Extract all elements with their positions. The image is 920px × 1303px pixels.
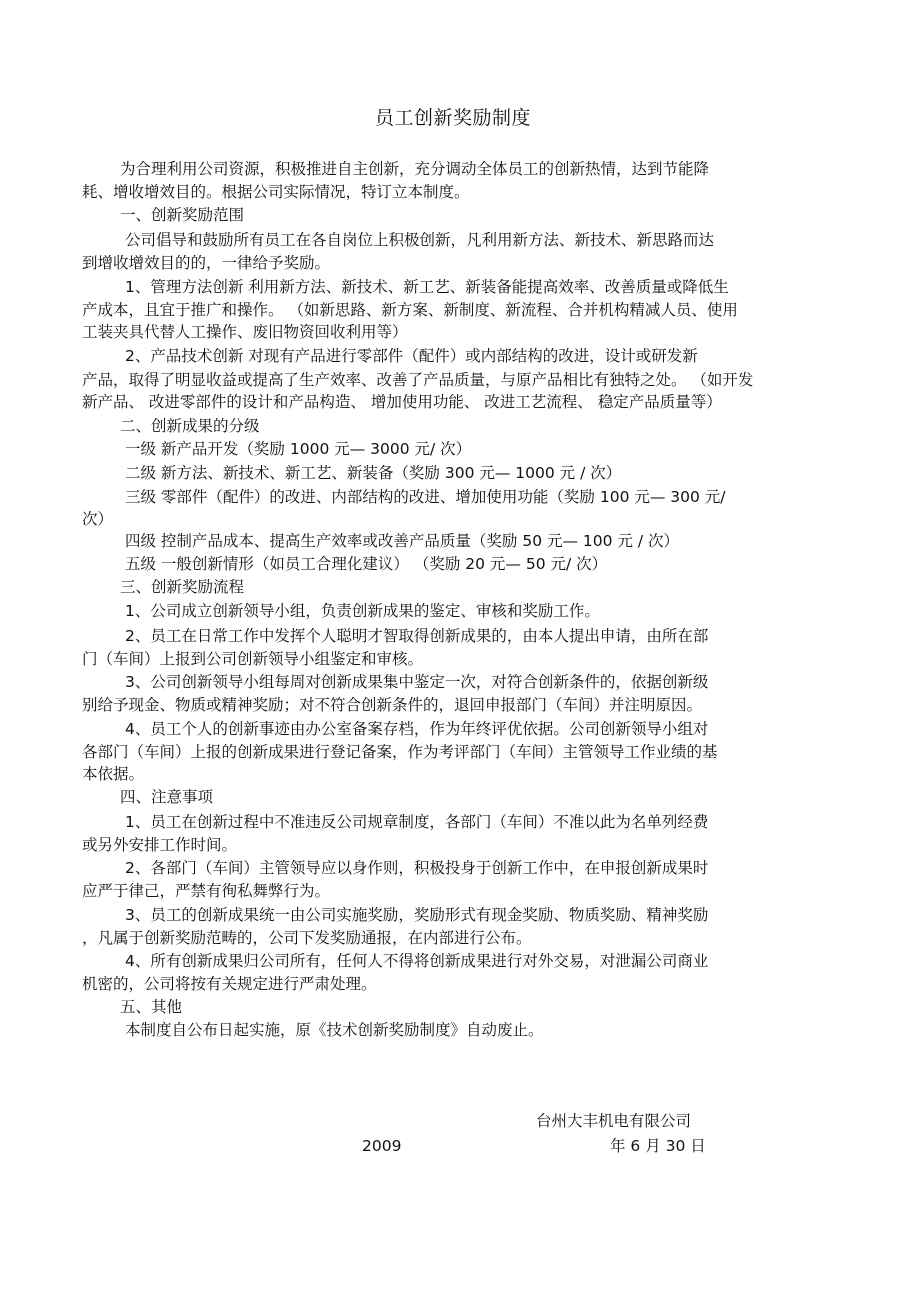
grade-line-1: 一级 新产品开发（奖励 1000 元— 3000 元/ 次） (125, 440, 472, 458)
paragraph-line: 或另外安排工作时间。 (82, 836, 238, 854)
section-heading-4: 四、注意事项 (120, 788, 214, 806)
paragraph-line: 到增收增效目的的，一律给予奖励。 (82, 254, 331, 272)
paragraph-line: 1、管理方法创新 利用新方法、新技术、新工艺、新装备能提高效率、改善质量或降低生 (125, 278, 729, 296)
paragraph-line: 3、公司创新领导小组每周对创新成果集中鉴定一次，对符合创新条件的，依据创新级 (125, 673, 709, 691)
intro-line-1: 为合理利用公司资源，积极推进自主创新，充分调动全体员工的创新热情，达到节能降 (120, 160, 710, 178)
grade-line-3: 三级 零部件（配件）的改进、内部结构的改进、增加使用功能（奖励 100 元— 300 元/ (125, 488, 726, 506)
grade-line-5: 五级 一般创新情形（如员工合理化建议） （奖励 20 元— 50 元/ 次） (125, 555, 608, 573)
paragraph-line: 门（车间）上报到公司创新领导小组鉴定和审核。 (82, 650, 424, 668)
section-heading-1: 一、创新奖励范围 (120, 206, 245, 224)
paragraph-line: 各部门（车间）上报的创新成果进行登记备案，作为考评部门（车间）主管领导工作业绩的基 (82, 743, 718, 761)
document-title: 员工创新奖励制度 (374, 107, 531, 129)
paragraph-line: 产品，取得了明显收益或提高了生产效率、改善了产品质量，与原产品相比有独特之处。 （如开发 (82, 371, 754, 389)
paragraph-line: 本依据。 (82, 765, 145, 783)
intro-line-2: 耗、增收增效目的。根据公司实际情况，特订立本制度。 (82, 183, 470, 201)
paragraph-line: 公司倡导和鼓励所有员工在各自岗位上积极创新，凡利用新方法、新技术、新思路而达 (125, 231, 715, 249)
grade-line-4: 四级 控制产品成本、提高生产效率或改善产品质量（奖励 50 元— 100 元 / 次） (125, 532, 680, 550)
paragraph-line: 4、所有创新成果归公司所有，任何人不得将创新成果进行对外交易，对泄漏公司商业 (125, 952, 709, 970)
section-heading-2: 二、创新成果的分级 (120, 417, 260, 435)
grade-line-3-cont: 次） (82, 510, 114, 528)
paragraph-line: 2、员工在日常工作中发挥个人聪明才智取得创新成果的，由本人提出申请，由所在部 (125, 627, 709, 645)
grade-line-2: 二级 新方法、新技术、新工艺、新装备（奖励 300 元— 1000 元 / 次） (125, 464, 622, 482)
paragraph-line: ，凡属于创新奖励范畴的，公司下发奖励通报，在内部进行公布。 (82, 929, 532, 947)
paragraph-line: 新产品、 改进零部件的设计和产品构造、 增加使用功能、 改进工艺流程、 稳定产品质量等） (82, 393, 722, 411)
paragraph-line: 本制度自公布日起实施，原《技术创新奖励制度》自动废止。 (125, 1021, 544, 1039)
paragraph-line: 1、公司成立创新领导小组，负责创新成果的鉴定、审核和奖励工作。 (125, 602, 600, 620)
paragraph-line: 3、员工的创新成果统一由公司实施奖励，奖励形式有现金奖励、物质奖励、精神奖励 (125, 906, 709, 924)
paragraph-line: 2、各部门（车间）主管领导应以身作则，积极投身于创新工作中，在申报创新成果时 (125, 859, 709, 877)
paragraph-line: 应严于律己，严禁有徇私舞弊行为。 (82, 882, 331, 900)
paragraph-line: 1、员工在创新过程中不准违反公司规章制度，各部门（车间）不准以此为名单列经费 (125, 813, 709, 831)
signature-company: 台州大丰机电有限公司 (536, 1112, 692, 1130)
paragraph-line: 别给予现金、物质或精神奖励；对不符合创新条件的，退回申报部门（车间）并注明原因。 (82, 696, 703, 714)
paragraph-line: 产成本，且宜于推广和操作。 （如新思路、新方案、新制度、新流程、合并机构精减人员、使用 (82, 301, 738, 319)
paragraph-line: 4、员工个人的创新事迹由办公室备案存档，作为年终评优依据。公司创新领导小组对 (125, 720, 709, 738)
paragraph-line: 机密的，公司将按有关规定进行严肃处理。 (82, 975, 377, 993)
paragraph-line: 2、产品技术创新 对现有产品进行零部件（配件）或内部结构的改进，设计或研发新 (125, 347, 698, 365)
signature-year: 2009 (362, 1137, 402, 1155)
paragraph-line: 工装夹具代替人工操作、废旧物资回收利用等） (82, 323, 408, 341)
section-heading-5: 五、其他 (120, 998, 183, 1016)
signature-date: 年 6 月 30 日 (610, 1137, 706, 1155)
section-heading-3: 三、创新奖励流程 (120, 578, 245, 596)
